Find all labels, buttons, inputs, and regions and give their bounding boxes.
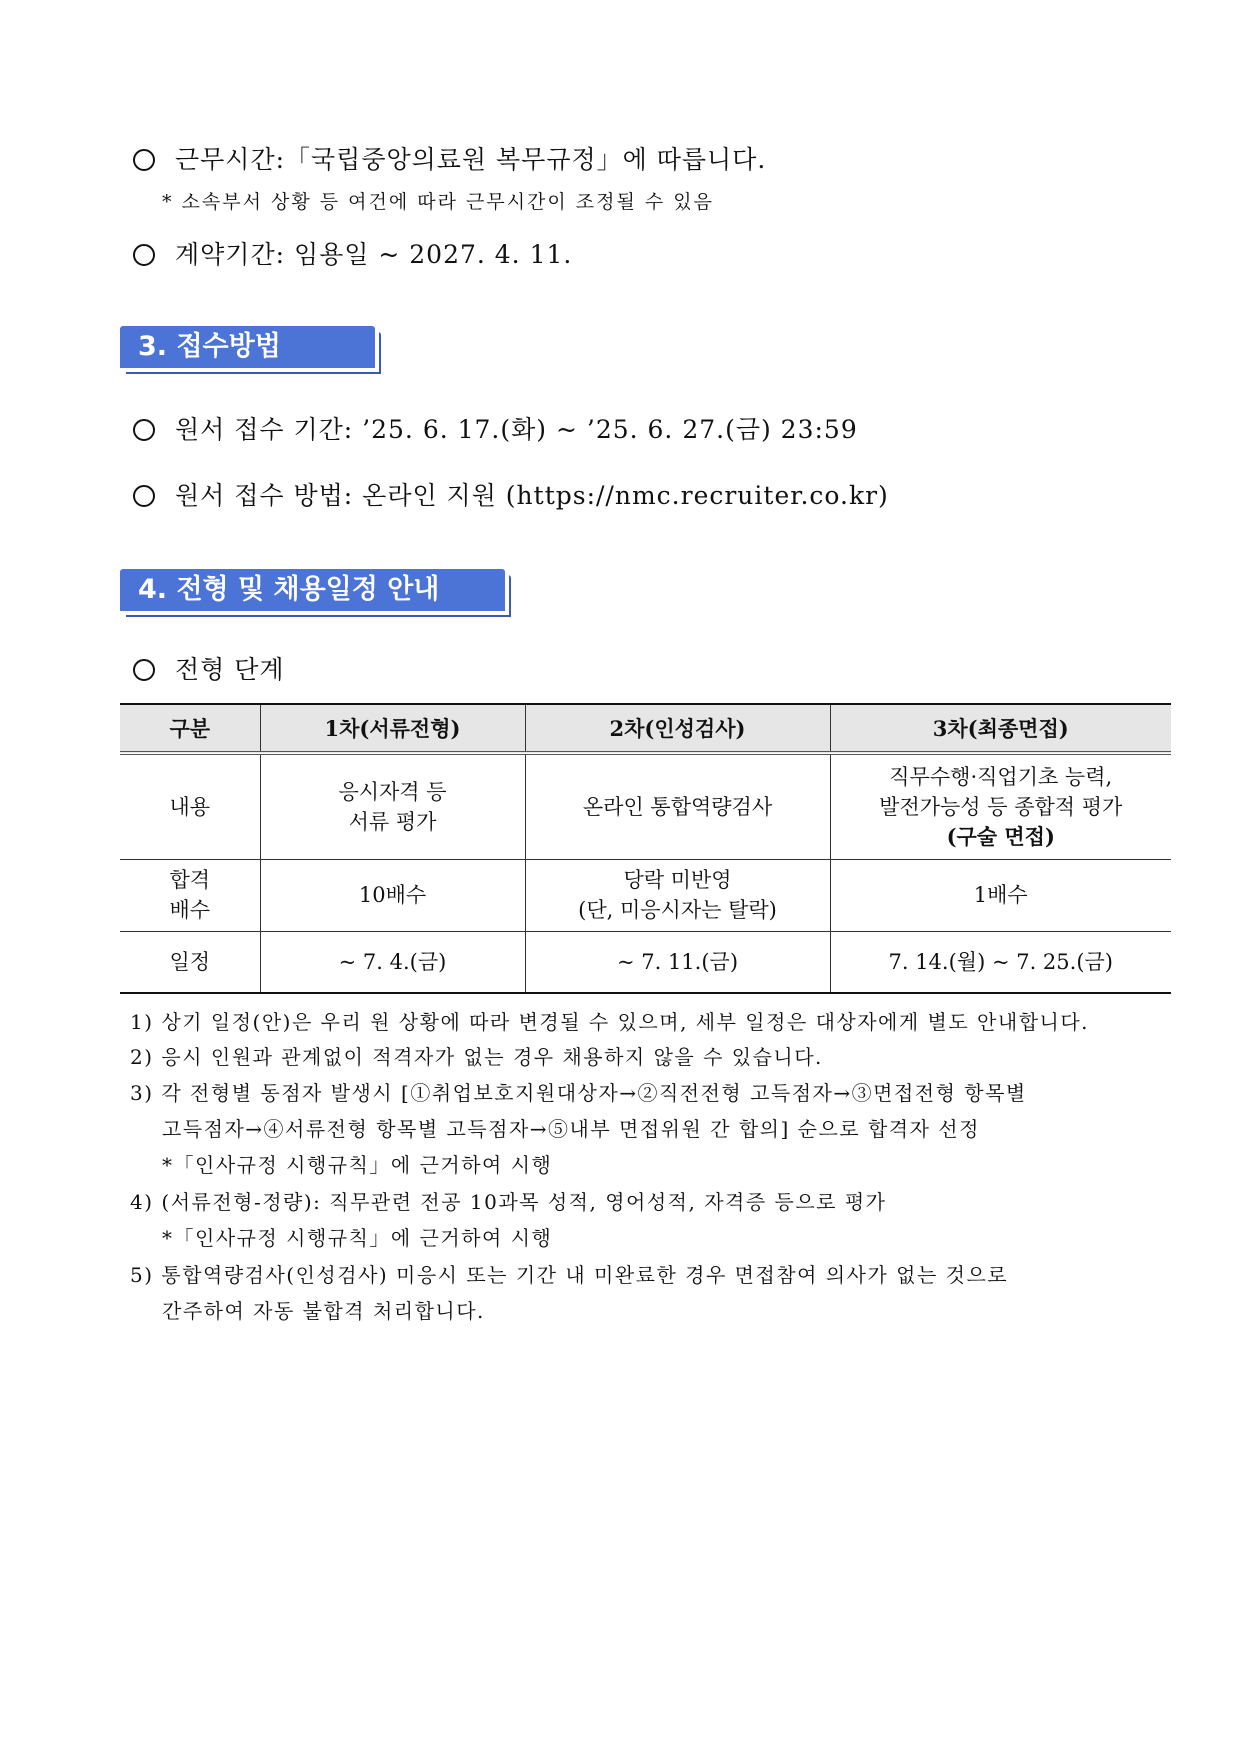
work-hours-text: 근무시간:「국립중앙의료원 복무규정」에 따릅니다.: [175, 145, 767, 174]
circle-bullet-icon: [133, 149, 155, 171]
note-item: 2) 응시 인원과 관계없이 적격자가 없는 경우 채용하지 않을 수 있습니다.: [130, 1045, 823, 1069]
section-4-heading: 4. 전형 및 채용일정 안내: [120, 569, 505, 611]
cell-line: 직무수행·직업기초 능력,: [889, 764, 1113, 789]
application-period-text: 원서 접수 기간: ’25. 6. 17.(화) ~ ’25. 6. 27.(금) 23:59: [175, 415, 858, 444]
table-cell: [525, 859, 830, 931]
note-item: 4) (서류전형-정량): 직무관련 전공 10과목 성적, 영어성적, 자격증 등으로 평가: [130, 1190, 887, 1214]
cell-line: ~ 7. 4.(금): [338, 949, 447, 974]
header-category: 구분: [120, 704, 260, 753]
table-row-schedule: [120, 931, 1171, 993]
cell-line: 온라인 통합역량검사: [582, 794, 773, 819]
work-hours-note: * 소속부서 상황 등 여건에 따라 근무시간이 조정될 수 있음: [162, 191, 714, 213]
circle-bullet-icon: [133, 244, 155, 266]
application-method-text: 원서 접수 방법: 온라인 지원 (https://nmc.recruiter.co.kr): [175, 481, 889, 510]
note-item: 3) 각 전형별 동점자 발생시 [①취업보호지원대상자→②직전전형 고득점자→③면접전형 항목별: [130, 1081, 1027, 1105]
work-hours-item: [133, 140, 766, 176]
section-3-heading: 3. 접수방법: [120, 326, 375, 368]
table-row-multiplier: [120, 859, 1171, 931]
table-cell: [830, 859, 1171, 931]
circle-bullet-icon: [133, 419, 155, 441]
note-item-continued: 고득점자→④서류전형 항목별 고득점자→⑤내부 면접위원 간 합의] 순으로 합격자 선정: [162, 1117, 980, 1141]
note-item: 1) 상기 일정(안)은 우리 원 상황에 따라 변경될 수 있으며, 세부 일정은 대상자에게 별도 안내합니다.: [130, 1010, 1090, 1034]
cell-line: 배수: [169, 898, 211, 922]
application-method-item: [133, 476, 889, 512]
table-cell: [525, 753, 830, 859]
header-stage-1: 1차(서류전형): [260, 704, 525, 753]
cell-line: 당락 미반영: [623, 868, 732, 892]
cell-line: 서류 평가: [348, 809, 437, 834]
header-stage-3: 3차(최종면접): [830, 704, 1171, 753]
note-item: 5) 통합역량검사(인성검사) 미응시 또는 기간 내 미완료한 경우 면접참여 의사가 없는 것으로: [130, 1263, 1009, 1287]
note-item-continued: 간주하여 자동 불합격 처리합니다.: [162, 1299, 485, 1323]
circle-bullet-icon: [133, 659, 155, 681]
header-stage-2: 2차(인성검사): [525, 704, 830, 753]
note-sub-item: *「인사규정 시행규칙」에 근거하여 시행: [162, 1153, 553, 1177]
table-cell: [830, 753, 1171, 859]
contract-period-text: 계약기간: 임용일 ~ 2027. 4. 11.: [175, 240, 573, 269]
stages-subtitle-text: 전형 단계: [175, 655, 285, 684]
table-header-row: [120, 704, 1171, 753]
table-row-content: [120, 753, 1171, 859]
application-period-item: [133, 410, 858, 446]
table-cell: [830, 931, 1171, 993]
table-cell: [525, 931, 830, 993]
cell-line: (단, 미응시자는 탈락): [578, 898, 777, 922]
selection-schedule-table: [120, 703, 1171, 994]
cell-line: 합격: [169, 868, 211, 892]
circle-bullet-icon: [133, 485, 155, 507]
cell-line: 10배수: [358, 883, 427, 907]
stages-subtitle-item: [133, 650, 285, 686]
table-cell: [260, 859, 525, 931]
cell-line: ~ 7. 11.(금): [616, 949, 739, 974]
contract-period-item: [133, 235, 572, 271]
cell-line: 응시자격 등: [338, 779, 447, 804]
note-sub-item: *「인사규정 시행규칙」에 근거하여 시행: [162, 1226, 553, 1250]
row-label: [120, 859, 260, 931]
cell-line: 1배수: [973, 883, 1028, 907]
table-cell: [260, 931, 525, 993]
cell-line: 발전가능성 등 종합적 평가: [879, 794, 1123, 819]
row-label: 일정: [120, 931, 260, 993]
cell-line-bold: (구술 면접): [946, 823, 1055, 849]
table-cell: [260, 753, 525, 859]
cell-line: 7. 14.(월) ~ 7. 25.(금): [888, 949, 1113, 974]
row-label: 내용: [120, 753, 260, 859]
